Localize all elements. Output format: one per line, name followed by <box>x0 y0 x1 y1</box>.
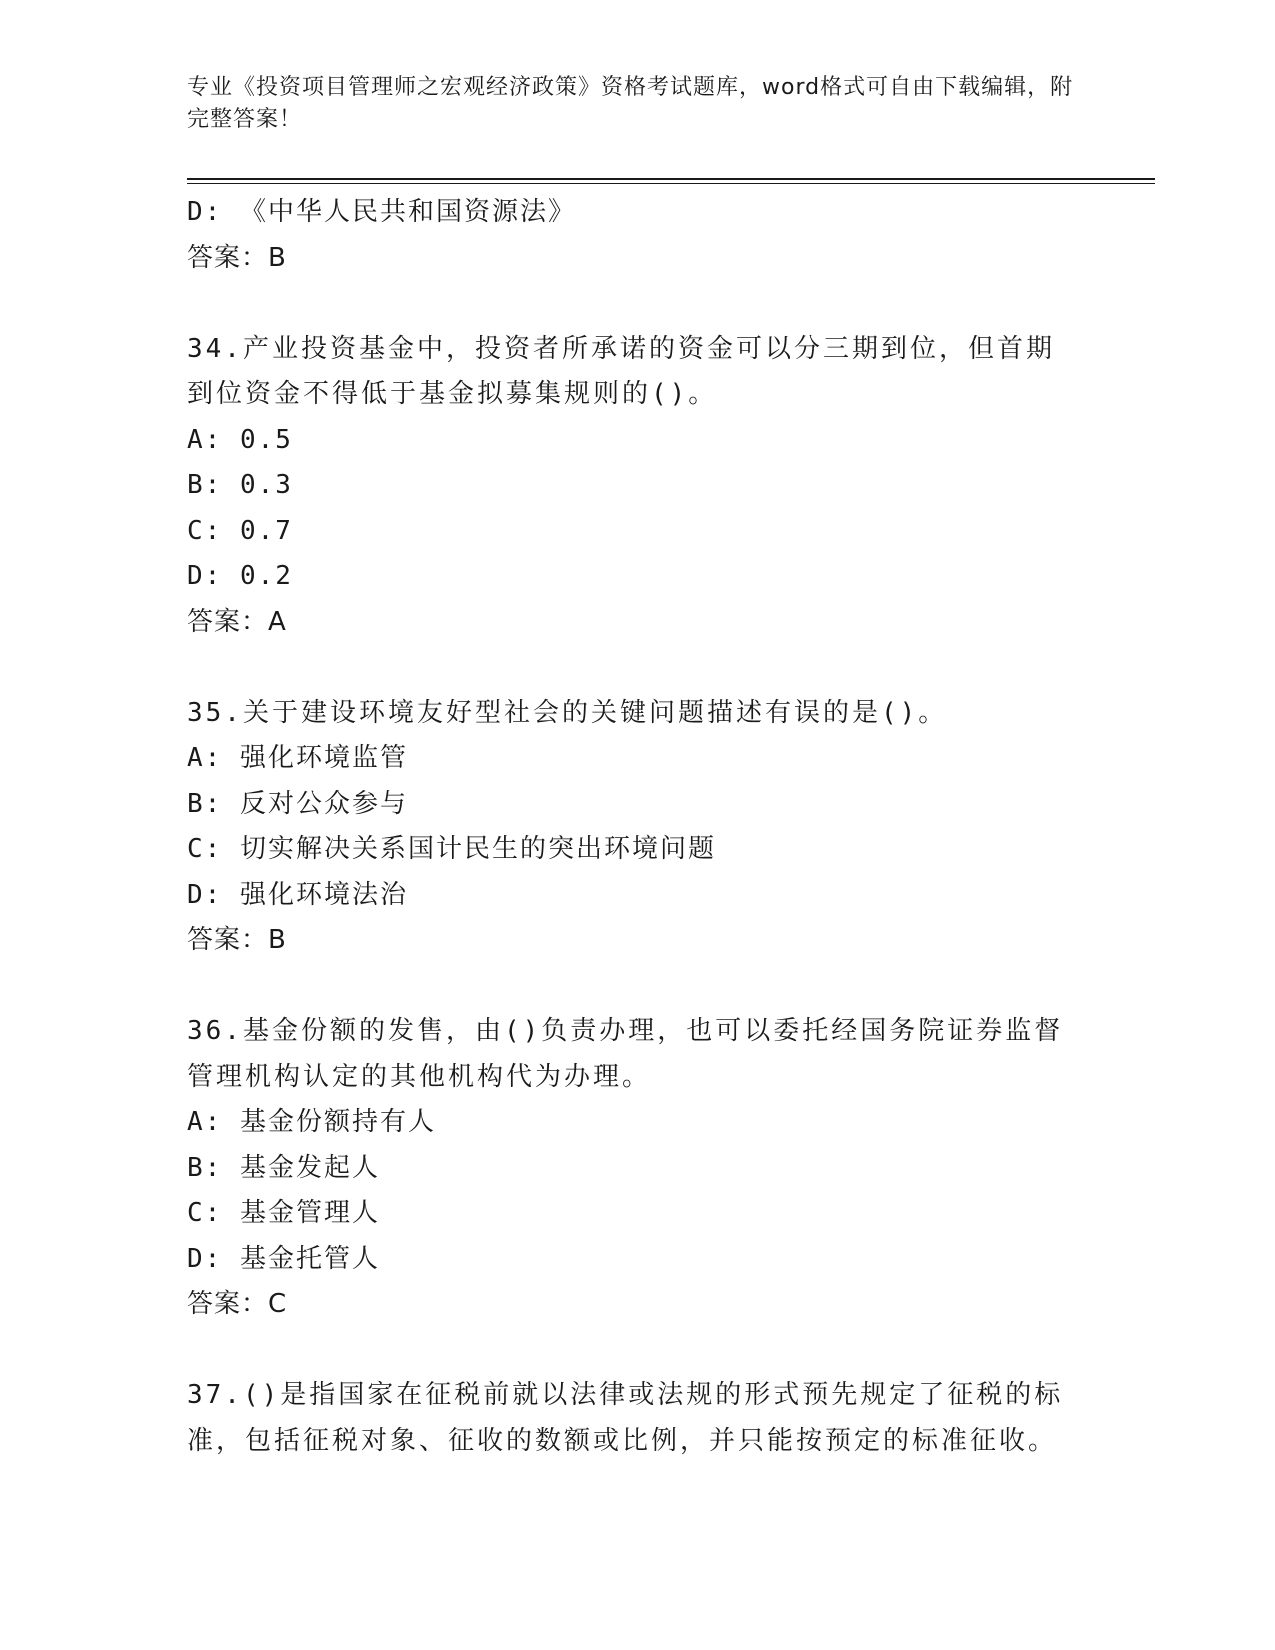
question-36-option-d: D: 基金托管人 <box>187 1243 380 1274</box>
question-36-option-a: A: 基金份额持有人 <box>187 1107 436 1137</box>
question-36-answer: 答案：C <box>187 1289 288 1319</box>
question-37-text: 37.()是指国家在征税前就以法律或法规的形式预先规定了征税的标准，包括征税对象、征收的数额或比例，并只能按预定的标准征收。 <box>187 1380 1064 1456</box>
question-35-option-b: B: 反对公众参与 <box>187 788 408 819</box>
question-36-text: 36.基金份额的发售，由()负责办理，也可以委托经国务院证券监督管理机构认定的其他机构代为办理。 <box>187 1016 1064 1092</box>
prev-answer: 答案：B <box>187 242 287 273</box>
prev-option-d: D: 《中华人民共和国资源法》 <box>187 197 576 227</box>
question-36-option-c: C: 基金管理人 <box>187 1198 380 1228</box>
question-34-answer: 答案：A <box>187 606 287 637</box>
question-36-option-b: B: 基金发起人 <box>187 1152 380 1183</box>
header-rule-thin <box>187 183 1155 184</box>
question-35-text: 35.关于建设环境友好型社会的关键问题描述有误的是()。 <box>187 697 948 728</box>
question-content <box>187 190 1087 1464</box>
question-34-option-a: A: 0.5 <box>187 424 293 455</box>
question-34-option-b: B: 0.3 <box>187 470 293 500</box>
question-35-option-c: C: 切实解决关系国计民生的突出环境问题 <box>187 834 716 864</box>
header-rule-thick <box>187 178 1155 180</box>
document-header: 专业《投资项目管理师之宏观经济政策》资格考试题库，word格式可自由下载编辑，附完整答案！ <box>187 75 1074 132</box>
question-34-text: 34.产业投资基金中，投资者所承诺的资金可以分三期到位，但首期到位资金不得低于基金拟募集规则的()。 <box>187 333 1055 409</box>
question-35-option-d: D: 强化环境法治 <box>187 879 408 910</box>
question-35-answer: 答案：B <box>187 925 287 955</box>
question-34-option-d: D: 0.2 <box>187 561 293 591</box>
question-35-option-a: A: 强化环境监管 <box>187 743 408 773</box>
question-34-option-c: C: 0.7 <box>187 515 293 546</box>
